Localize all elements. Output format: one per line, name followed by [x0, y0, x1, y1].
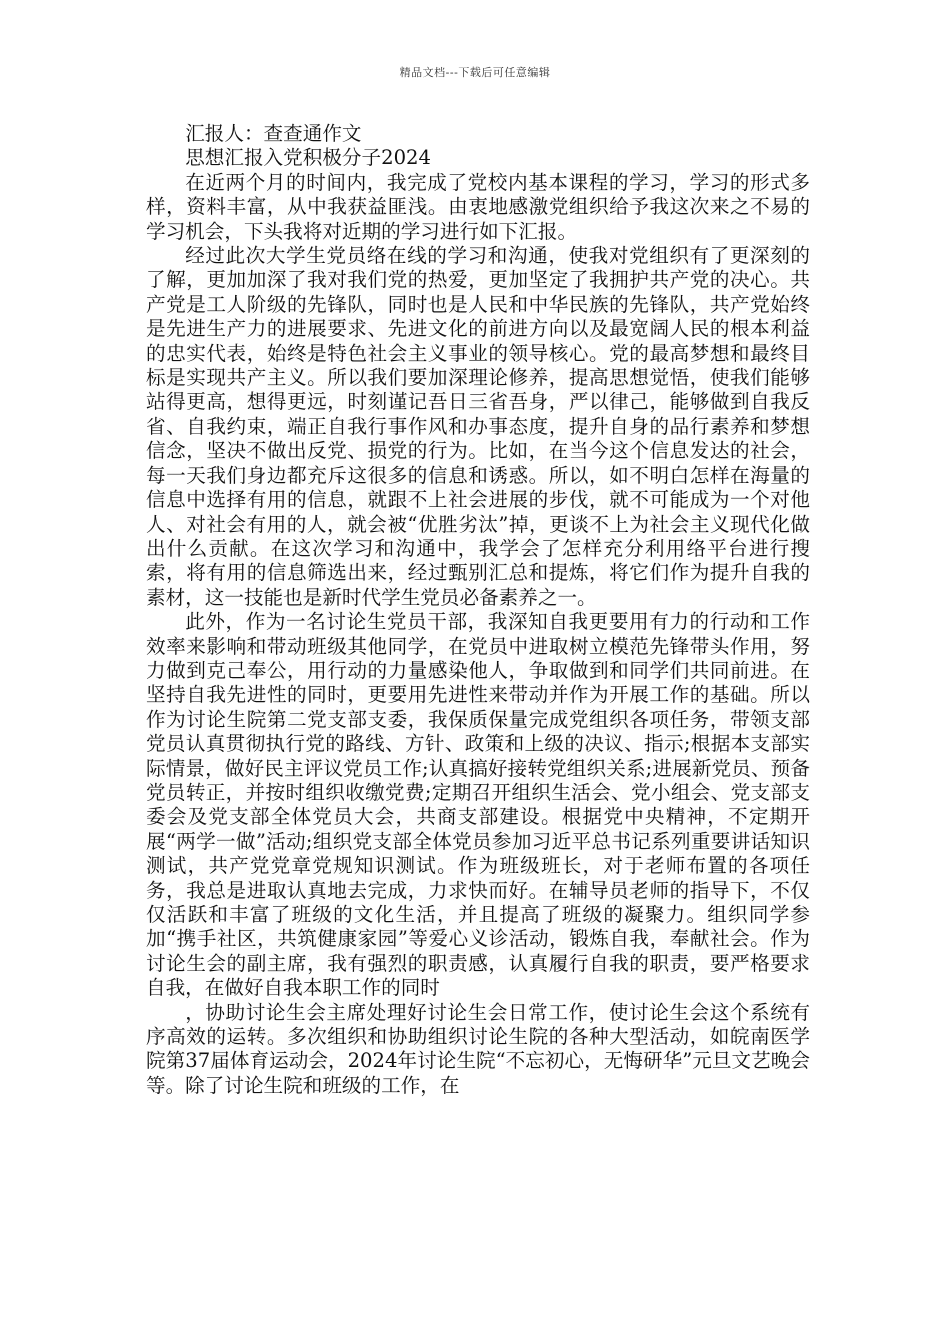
paragraph-continued: ，协助讨论生会主席处理好讨论生会日常工作，使讨论生会这个系统有序高效的运转。多次组织和协助组织讨论生院的各种大型活动，如皖南医学院第37届体育运动会，2024年讨论生院“不忘初心，无悔研华”元旦文艺晚会等。除了讨论生院和班级的工作，在 — [146, 1000, 810, 1097]
document-body — [146, 122, 810, 1098]
reporter-line: 汇报人：查查通作文 — [185, 122, 362, 145]
page-header: 精品文档---下载后可任意编辑 — [399, 66, 551, 79]
paragraph-work: 此外，作为一名讨论生党员干部，我深知自我更要用有力的行动和工作效率来影响和带动班级其他同学，在党员中进取树立模范先锋带头作用，努力做到克己奉公，用行动的力量感染他人，争取做到和同学们共同前进。在坚持自我先进性的同时，更要用先进性来带动并作为开展工作的基础。所以作为讨论生院第二党支部支委，我保质保量完成党组织各项任务，带领支部党员认真贯彻执行党的路线、方针、政策和上级的决议、指示;根据本支部实际情景，做好民主评议党员工作;认真搞好接转党组织关系;进展新党员、预备党员转正，并按时组织收缴党费;定期召开组织生活会、党小组会、党支部支委会及党支部全体党员大会，共商支部建设。根据党中央精神，不定期开展“两学一做”活动;组织党支部全体党员参加习近平总书记系列重要讲话知识测试，共产党党章党规知识测试。作为班级班长，对于老师布置的各项任务，我总是进取认真地去完成，力求快而好。在辅导员老师的指导下，不仅仅活跃和丰富了班级的文化生活，并且提高了班级的凝聚力。组织同学参加“携手社区，共筑健康家园”等爱心义诊活动，锻炼自我，奉献社会。作为讨论生会的副主席，我有强烈的职责感，认真履行自我的职责，要严格要求自我，在做好自我本职工作的同时 — [146, 610, 810, 1000]
paragraph-study: 经过此次大学生党员络在线的学习和沟通，使我对党组织有了更深刻的了解，更加加深了我对我们党的热爱，更加坚定了我拥护共产党的决心。共产党是工人阶级的先锋队，同时也是人民和中华民族的先锋队，共产党始终是先进生产力的进展要求、先进文化的前进方向以及最宽阔人民的根本利益的忠实代表，始终是特色社会主义事业的领导核心。党的最高梦想和最终目标是实现共产主义。所以我们要加深理论修养，提高思想觉悟，使我们能够站得更高，想得更远，时刻谨记吾日三省吾身，严以律己，能够做到自我反省、自我约束，端正自我行事作风和办事态度，提升自身的品行素养和梦想信念，坚决不做出反党、损党的行为。比如，在当今这个信息发达的社会，每一天我们身边都充斥这很多的信息和诱惑。所以，如不明白怎样在海量的信息中选择有用的信息，就跟不上社会进展的步伐，就不可能成为一个对他人、对社会有用的人，就会被“优胜劣汰”掉，更谈不上为社会主义现代化做出什么贡献。在这次学习和沟通中，我学会了怎样充分利用络平台进行搜索，将有用的信息筛选出来，经过甄别汇总和提炼，将它们作为提升自我的素材，这一技能也是新时代学生党员必备素养之一。 — [146, 244, 810, 609]
document-title: 思想汇报入党积极分子2024 — [185, 146, 431, 170]
paragraph-intro: 在近两个月的时间内，我完成了党校内基本课程的学习，学习的形式多样，资料丰富，从中我获益匪浅。由衷地感激党组织给予我这次来之不易的学习机会，下头我将对近期的学习进行如下汇报。 — [146, 170, 810, 243]
